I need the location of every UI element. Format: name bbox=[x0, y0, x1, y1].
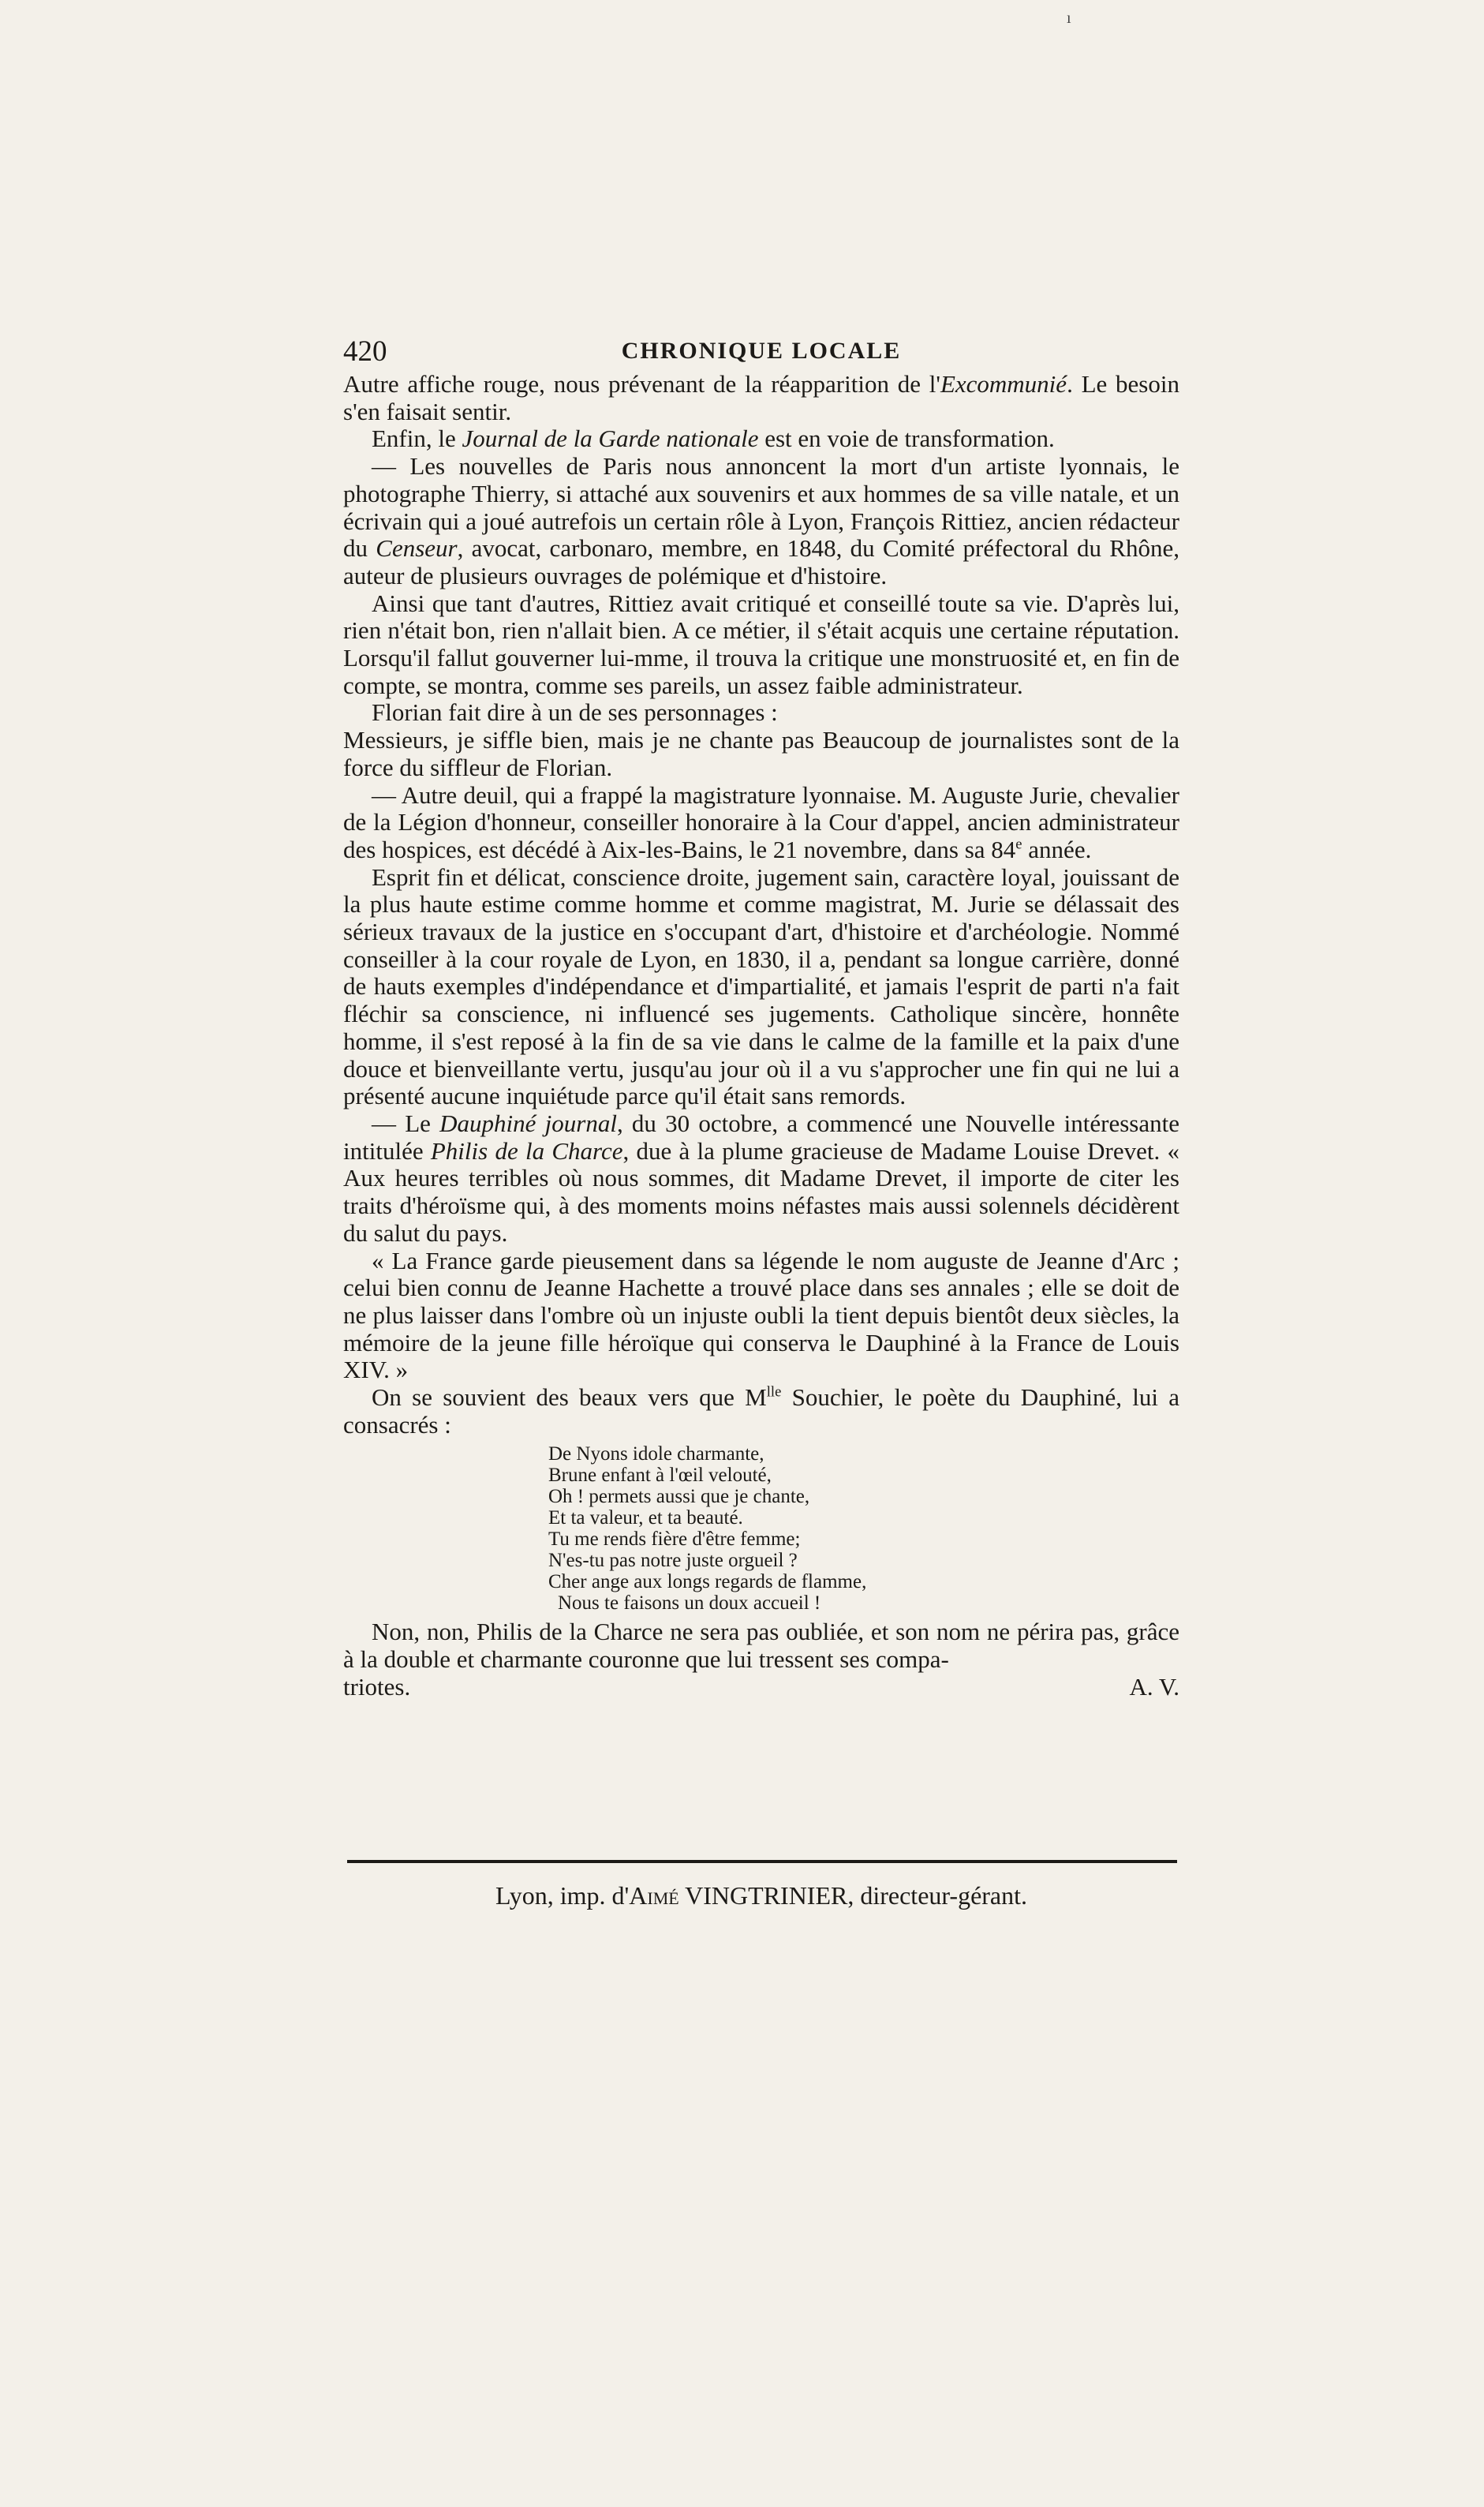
paragraph-florian: Florian fait dire à un de ses personnages : bbox=[372, 698, 778, 727]
poem-line: N'es-tu pas notre juste orgueil ? bbox=[548, 1550, 798, 1572]
running-head: CHRONIQUE LOCALE bbox=[621, 338, 902, 364]
paragraph-journal: Enfin, le Journal de la Garde nationale est en voie de transformation. bbox=[372, 425, 1055, 453]
poem-line: Tu me rends fière d'être femme; bbox=[548, 1529, 801, 1551]
poem bbox=[548, 1443, 1179, 1614]
margin-mark: ı bbox=[1067, 9, 1071, 27]
footer-rule bbox=[347, 1860, 1177, 1863]
paragraph-siffleur: Messieurs, je siffle bien, mais je ne chante pas Beaucoup de journalistes sont de la force du siffleur de Florian. bbox=[343, 726, 1179, 781]
paragraph-dauphine: — Le Dauphiné journal, du 30 octobre, a commencé une Nouvelle intéressante intitulée Philis de la Charce, due à la plume gracieuse de Madame Louise Drevet. « Aux heures terribles où nous sommes, dit Madame Drevet, il importe de citer les traits d'héroïsme qui, à des moments moins néfastes mais aussi solennels décidèrent du salut du pays. bbox=[343, 1109, 1179, 1247]
page-header bbox=[343, 335, 1179, 366]
paragraph-france: « La France garde pieusement dans sa légende le nom auguste de Jeanne d'Arc ; celui bien connu de Jeanne Hachette a trouvé place dans ses annales ; elle se doit de ne plus laisser dans l'ombre où un injuste oubli la tient depuis bientôt deux siècles, la mémoire de la jeune fille héroïque qui conserva le Dauphiné à la France de Louis XIV. » bbox=[343, 1246, 1179, 1384]
paragraph-deuil: — Autre deuil, qui a frappé la magistrature lyonnaise. M. Auguste Jurie, chevalier de la Légion d'honneur, conseiller honoraire à la Cour d'appel, ancien administrateur des hospices, est décédé à Aix-les-Bains, le 21 novembre, dans sa 84e année. bbox=[343, 780, 1179, 863]
paragraph-souchier: On se souvient des beaux vers que $M^{lle}$ Souchier, le poète du Dauphiné, lui a consacrés : bbox=[343, 1383, 1180, 1439]
poem-line: De Nyons idole charmante, bbox=[548, 1443, 764, 1465]
paragraph-nouvelles: — Les nouvelles de Paris nous annoncent la mort d'un artiste lyonnais, le photographe Thierry, si attaché aux souvenirs et aux hommes de sa ville natale, et un écrivain qui a joué autrefois un certain rôle à Lyon, François Rittiez, ancien rédacteur du Censeur, avocat, carbonaro, membre, en 1848, du Comité préfectoral du Rhône, auteur de plusieurs ouvrages de polémique et d'histoire. bbox=[343, 452, 1179, 589]
page-number: 420 bbox=[343, 335, 387, 368]
poem-line: Et ta valeur, et ta beauté. bbox=[548, 1507, 743, 1529]
paragraph-jurie: Esprit fin et délicat, conscience droite, jugement sain, caractère loyal, jouissant de la plus haute estime comme homme et comme magistrat, M. Jurie se délassait des sérieux travaux de la justice en s'occupant d'art, d'histoire et d'archéologie. Nommé conseiller à la cour royale de Lyon, en 1830, il a, pendant sa longue carrière, donné de hauts exemples d'indépendance et d'impartialité, et jamais l'esprit de parti n'a fait fléchir sa conscience, ni influencé ses jugements. Catholique sincère, honnête homme, il s'est reposé à la fin de sa vie dans le calme de la famille et la paix d'une douce et bienveillante vertu, jusqu'au jour où il a vu s'approcher une fin qui ne lui a présenté aucune inquiétude parce qu'il était sans remords. bbox=[343, 862, 1179, 1110]
paragraph-conclusion-end: triotes. A. V. bbox=[343, 1672, 1179, 1701]
poem-line: Cher ange aux longs regards de flamme, bbox=[548, 1571, 867, 1593]
printer-imprint: Lyon, imp. d'Aimé VINGTRINIER, directeur-gérant. bbox=[495, 1881, 1028, 1910]
paragraph-conclusion: Non, non, Philis de la Charce ne sera pas oubliée, et son nom ne périra pas, grâce à la double et charmante couronne que lui tressent ses compa- bbox=[343, 1618, 1179, 1674]
body-text bbox=[343, 371, 1179, 1701]
poem-line: Brune enfant à l'œil velouté, bbox=[548, 1465, 772, 1487]
poem-line: Nous te faisons un doux accueil ! bbox=[558, 1592, 821, 1615]
author-signature: A. V. bbox=[1129, 1672, 1179, 1701]
poem-line: Oh ! permets aussi que je chante, bbox=[548, 1486, 810, 1508]
paragraph-rittiez: Ainsi que tant d'autres, Rittiez avait critiqué et conseillé toute sa vie. D'après lui, rien n'était bon, rien n'allait bien. A ce métier, il s'était acquis une certaine réputation. Lorsqu'il fallut gouverner lui-mme, il trouva la critique une monstruosité et, en fin de compte, se montra, comme ses pareils, un assez faible administrateur. bbox=[343, 589, 1179, 699]
paragraph-affiche: Autre affiche rouge, nous prévenant de la réapparition de l'Excommunié. Le besoin s'en faisait sentir. bbox=[343, 370, 1179, 425]
